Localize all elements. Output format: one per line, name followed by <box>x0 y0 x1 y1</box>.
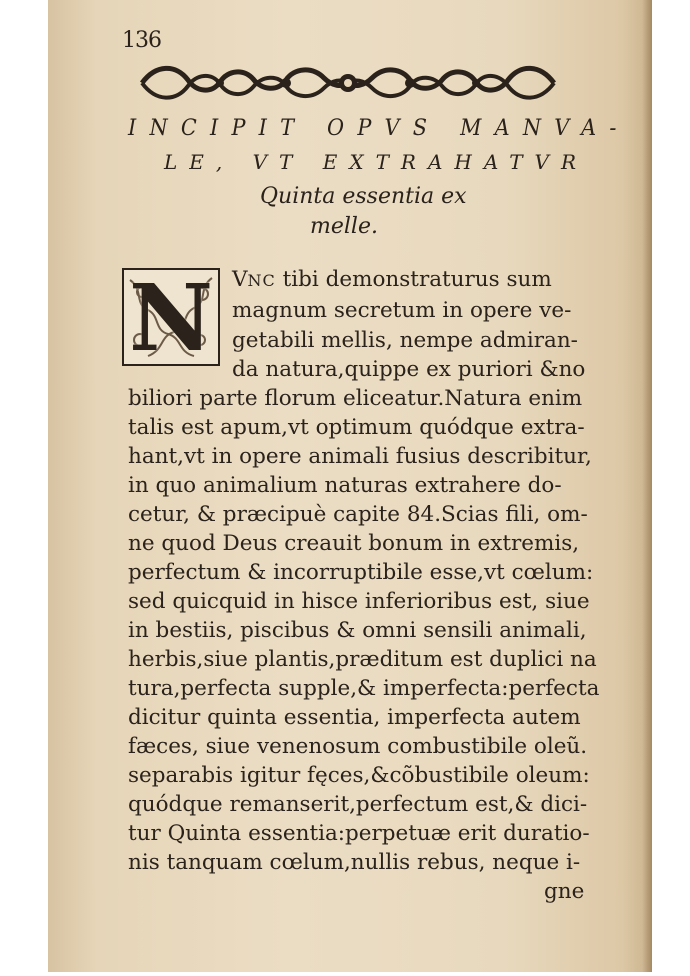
first-word-initial: V <box>232 267 248 292</box>
text-line: dicitur quinta essentia, imperfecta autem <box>128 705 581 730</box>
text-line: quódque remanserit,perfectum est,& dici- <box>128 792 588 817</box>
subtitle-line-1: Quinta essentia ex <box>260 184 467 209</box>
text-line: ne quod Deus creauit bonum in extremis, <box>128 531 580 556</box>
text-line: herbis,siue plantis,præditum est duplici na <box>128 647 597 672</box>
text-line: biliori parte florum eliceatur.Natura enim <box>128 386 583 411</box>
subtitle-line-2: melle. <box>310 214 378 239</box>
catchword: gne <box>544 879 585 904</box>
text-line: in quo animalium naturas extrahere do- <box>128 473 562 498</box>
text-line: separabis igitur fęces,&cõbustibile oleum: <box>128 763 590 788</box>
text-line: tura,perfecta supple,& imperfecta:perfecta <box>128 676 600 701</box>
first-word-smallcaps: NC <box>247 271 276 290</box>
drop-cap-letter: N <box>128 264 214 372</box>
text-line: fæces, siue venenosum combustibile oleũ. <box>128 734 588 759</box>
text-line: tur Quinta essentia:perpetuæ erit duratio- <box>128 821 590 846</box>
text-line: da natura,quippe ex puriori &no <box>232 357 586 382</box>
text-line: in bestiis, piscibus & omni sensili animali, <box>128 618 587 643</box>
title-line-1: INCIPIT OPVS MANVA- <box>128 116 630 141</box>
text-line: perfectum & incorruptibile esse,vt cœlum: <box>128 560 594 585</box>
text-line-1 <box>232 266 552 295</box>
headpiece-ornament <box>136 60 560 106</box>
title-line-2: LE, VT EXTRAHATVR <box>164 150 589 174</box>
text-line: hant,vt in opere animali fusius describitur, <box>128 444 592 469</box>
text-line: cetur, & præcipuè capite 84.Scias fili, om- <box>128 502 588 527</box>
text-line: talis est apum,vt optimum quódque extra- <box>128 415 585 440</box>
text-line: sed quicquid in hisce inferioribus est, siue <box>128 589 590 614</box>
drop-cap <box>122 264 220 372</box>
book-page <box>48 0 652 972</box>
text-line: magnum secretum in opere ve- <box>232 298 572 323</box>
page-number: 136 <box>122 28 161 53</box>
text-line: getabili mellis, nempe admiran- <box>232 328 578 353</box>
first-line-rest: tibi demonstraturus sum <box>275 267 552 292</box>
text-line: nis tanquam cœlum,nullis rebus, neque i- <box>128 850 581 875</box>
